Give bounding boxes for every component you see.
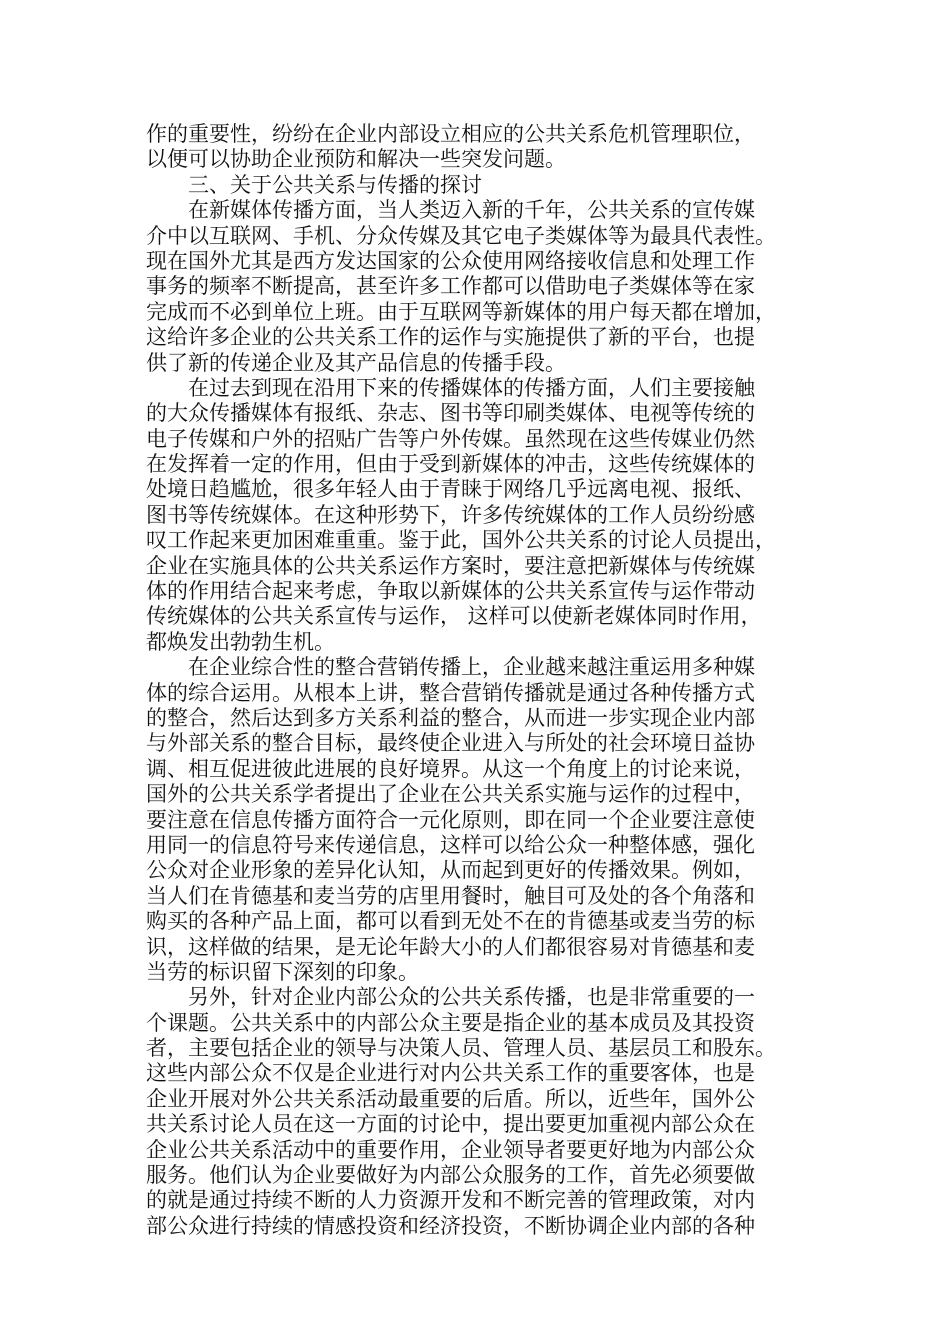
text-line: 服务。他们认为企业要做好为内部公众服务的工作，首先必须要做 bbox=[146, 1163, 755, 1188]
text-line: 都焕发出勃勃生机。 bbox=[146, 629, 335, 654]
text-line: 现在国外尤其是西方发达国家的公众使用网络接收信息和处理工作 bbox=[146, 248, 755, 273]
text-line: 购买的各种产品上面，都可以看到无处不在的肯德基或麦当劳的标 bbox=[146, 909, 755, 934]
text-line: 共关系讨论人员在这一方面的讨论中，提出要更加重视内部公众在 bbox=[146, 1112, 755, 1137]
text-line: 要注意在信息传播方面符合一元化原则，即在同一个企业要注意使 bbox=[146, 807, 755, 832]
text-line: 传统媒体的公共关系宣传与运作， 这样可以使新老媒体同时作用， bbox=[146, 604, 762, 629]
text-line: 部公众进行持续的情感投资和经济投资，不断协调企业内部的各种 bbox=[146, 1213, 755, 1238]
text-line: 当人们在肯德基和麦当劳的店里用餐时，触目可及处的各个角落和 bbox=[146, 883, 755, 908]
text-line: 用同一的信息符号来传递信息，这样可以给公众一种整体感，强化 bbox=[146, 832, 755, 857]
text-line: 在发挥着一定的作用，但由于受到新媒体的冲击，这些传统媒体的 bbox=[146, 452, 755, 477]
text-line: 叹工作起来更加困难重重。鉴于此，国外公共关系的讨论人员提出， bbox=[146, 528, 776, 553]
text-line: 体的综合运用。从根本上讲，整合营销传播就是通过各种传播方式 bbox=[146, 680, 755, 705]
text-line: 企业公共关系活动中的重要作用，企业领导者要更好地为内部公众 bbox=[146, 1137, 755, 1162]
text-line: 当劳的标识留下深刻的印象。 bbox=[146, 959, 419, 984]
text-line: 这给许多企业的公共关系工作的运作与实施提供了新的平台，也提 bbox=[146, 325, 755, 350]
text-line: 者，主要包括企业的领导与决策人员、管理人员、基层员工和股东。 bbox=[146, 1036, 776, 1061]
text-line: 识，这样做的结果，是无论年龄大小的人们都很容易对肯德基和麦 bbox=[146, 934, 755, 959]
text-line: 国外的公共关系学者提出了企业在公共关系实施与运作的过程中， bbox=[146, 782, 755, 807]
text-line: 以便可以协助企业预防和解决一些突发问题。 bbox=[146, 147, 566, 172]
document-body bbox=[146, 122, 814, 1239]
text-line: 供了新的传递企业及其产品信息的传播手段。 bbox=[146, 350, 566, 375]
paragraph-start-line: 三、关于公共关系与传播的探讨 bbox=[188, 172, 482, 197]
text-line: 这些内部公众不仅是企业进行对内公共关系工作的重要客体，也是 bbox=[146, 1061, 755, 1086]
paragraph-start-line: 在过去到现在沿用下来的传播媒体的传播方面，人们主要接触 bbox=[188, 375, 755, 400]
text-line: 图书等传统媒体。在这种形势下，许多传统媒体的工作人员纷纷感 bbox=[146, 502, 755, 527]
text-line: 电子传媒和户外的招贴广告等户外传媒。虽然现在这些传媒业仍然 bbox=[146, 426, 755, 451]
text-line: 事务的频率不断提高，甚至许多工作都可以借助电子类媒体等在家 bbox=[146, 274, 755, 299]
text-line: 的大众传播媒体有报纸、杂志、图书等印刷类媒体、电视等传统的 bbox=[146, 401, 755, 426]
text-line: 介中以互联网、手机、分众传媒及其它电子类媒体等为最具代表性。 bbox=[146, 223, 776, 248]
paragraph-start-line: 另外，针对企业内部公众的公共关系传播，也是非常重要的一 bbox=[188, 985, 755, 1010]
text-line: 处境日趋尴尬，很多年轻人由于青睐于网络几乎远离电视、报纸、 bbox=[146, 477, 755, 502]
text-line: 企业在实施具体的公共关系运作方案时，要注意把新媒体与传统媒 bbox=[146, 553, 755, 578]
text-line: 的就是通过持续不断的人力资源开发和不断完善的管理政策，对内 bbox=[146, 1188, 755, 1213]
text-line: 完成而不必到单位上班。由于互联网等新媒体的用户每天都在增加， bbox=[146, 299, 776, 324]
text-line: 与外部关系的整合目标，最终使企业进入与所处的社会环境日益协 bbox=[146, 731, 755, 756]
text-line: 个课题。公共关系中的内部公众主要是指企业的基本成员及其投资 bbox=[146, 1010, 755, 1035]
paragraph-start-line: 在企业综合性的整合营销传播上，企业越来越注重运用多种媒 bbox=[188, 655, 755, 680]
text-line: 体的作用结合起来考虑，争取以新媒体的公共关系宣传与运作带动 bbox=[146, 579, 755, 604]
text-line: 企业开展对外公共关系活动最重要的后盾。所以，近些年，国外公 bbox=[146, 1086, 755, 1111]
paragraph-start-line: 在新媒体传播方面，当人类迈入新的千年，公共关系的宣传媒 bbox=[188, 198, 755, 223]
text-line: 的整合，然后达到多方关系利益的整合，从而进一步实现企业内部 bbox=[146, 705, 755, 730]
text-line: 公众对企业形象的差异化认知，从而起到更好的传播效果。例如， bbox=[146, 858, 755, 883]
text-line: 调、相互促进彼此进展的良好境界。从这一个角度上的讨论来说， bbox=[146, 756, 755, 781]
text-line: 作的重要性，纷纷在企业内部设立相应的公共关系危机管理职位， bbox=[146, 122, 755, 146]
